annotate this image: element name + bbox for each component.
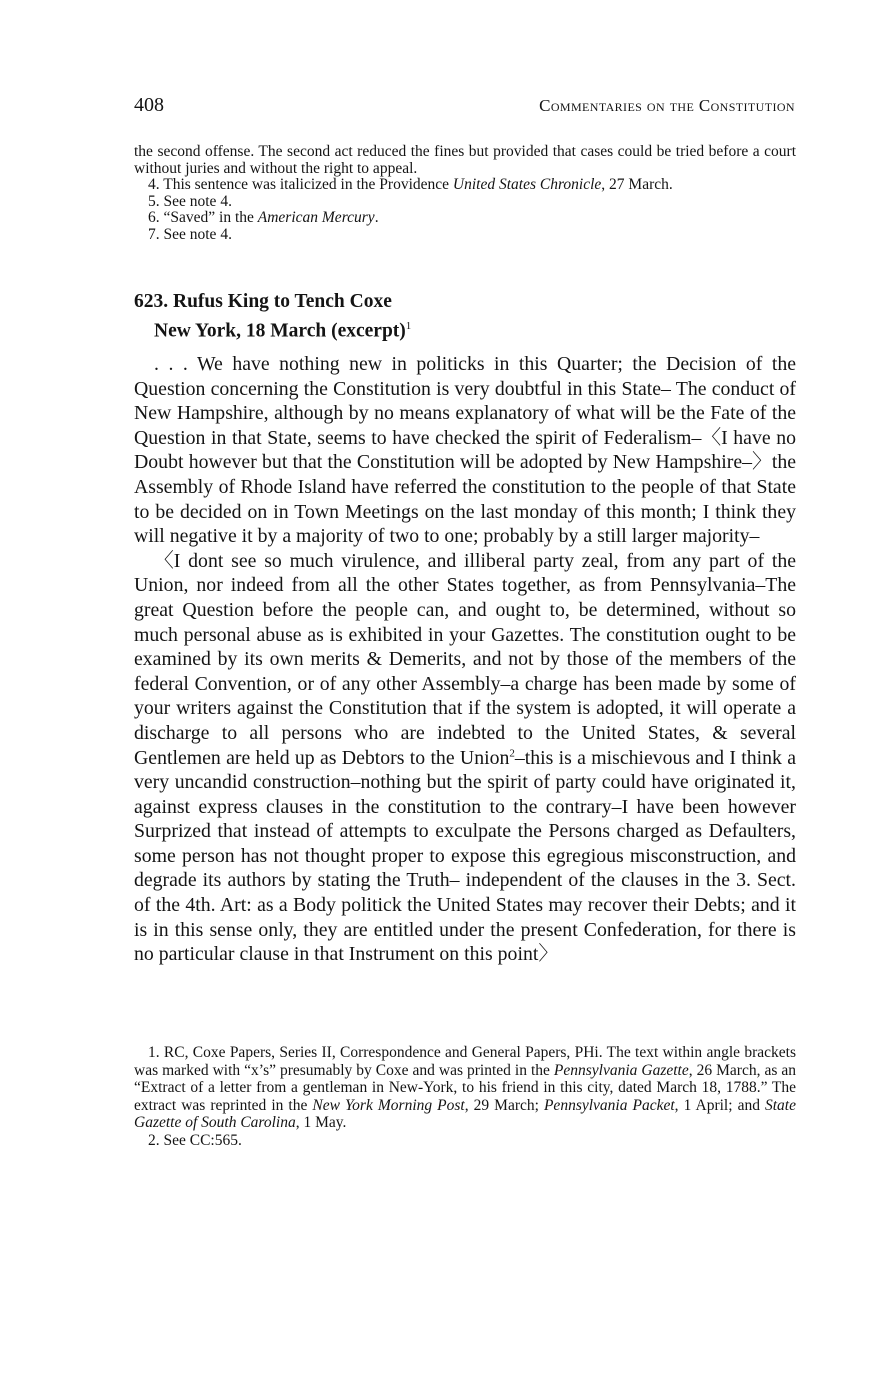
- page-number: 408: [134, 94, 164, 116]
- preceding-document-notes: [134, 144, 796, 243]
- document-dateline: New York, 18 March (excerpt)$^1$: [154, 320, 412, 342]
- document-heading: [134, 290, 734, 344]
- document-notes: [134, 1044, 796, 1150]
- letter-paragraph-1: . . . We have nothing new in politicks in this Quarter; the Decision of the Question concerning the Constitution is very doubtful in this State– The conduct of New Hampshire, although by no means explanatory of what will be the Fate of the Question in that State, seems to have checked the spirit of Federalism–〈I have no Doubt however but that the Constitution will be adopted by New Hampshire–〉the Assembly of Rhode Island have referred the constitution to the people of that State to be decided on in Town Meetings on the last monday of this month; I think they will negative it by a majority of two to one; probably by a still larger majority–: [134, 353, 796, 548]
- note-1: 1. RC, Coxe Papers, Series II, Correspondence and General Papers, PHi. The text within angle brackets was marked with “x’s” presumably by Coxe and was printed in the Pennsylvania Gazette, 26 March, as an “Extract of a letter from a gentleman in New-York, to his friend in this city, dated March 18, 1788.” The extract was reprinted in the New York Morning Post, 29 March; Pennsylvania Packet, 1 April; and State Gazette of South Carolina, 1 May.: [134, 1044, 796, 1132]
- note-2: 2. See CC:565.: [148, 1131, 242, 1149]
- note-7: 7. See note 4.: [148, 225, 232, 243]
- letter-body: [134, 352, 796, 967]
- page-header: [134, 94, 795, 122]
- note-6: 6. “Saved” in the American Mercury.: [148, 209, 379, 226]
- note-4: 4. This sentence was italicized in the Providence United States Chronicle, 27 March.: [148, 176, 673, 193]
- note-5: 5. See note 4.: [148, 192, 232, 210]
- note-continuation: the second offense. The second act reduced the fines but provided that cases could be tried before a court without juries and without the right to appeal.: [134, 143, 796, 177]
- footnote-mark: 2: [509, 746, 515, 759]
- document-title: 623. Rufus King to Tench Coxe: [134, 291, 392, 312]
- letter-paragraph-2: 〈I dont see so much virulence, and illiberal party zeal, from any part of the Union, nor indeed from all the other States together, as from Pennsylvania–The great Question before the people can, and ought to, be determined, without so much personal abuse as is exhibited in your Gazettes. The constitution ought to be examined by its own merits & Demerits, and not by those of the members of the federal Convention, or of any other Assembly–a charge has been made by some of your writers against the Constitution that if the system is adopted, it will operate a discharge to all persons who are indebted to the United States, & several Gentlemen are held up as Debtors to the Union$^2$–this is a mischievous and I think a very uncandid construction–nothing but the spirit of party could have originated it, against express clauses in the constitution to the contrary–I have been however Surprized that instead of attempts to exculpate the Persons charged as Defaulters, some person has not thought proper to expose this egregious misconstruction, and degrade its authors by stating the Truth– independent of the clauses in the 3. Sect. of the 4th. Art: as a Body politick the United States may recover their Debts; and it is in this sense only, they are entitled under the present Confederation, for there is no particular clause in that Instrument on this point〉: [134, 549, 796, 966]
- running-head: Commentaries on the Constitution: [539, 96, 795, 115]
- footnote-mark: 1: [405, 320, 412, 332]
